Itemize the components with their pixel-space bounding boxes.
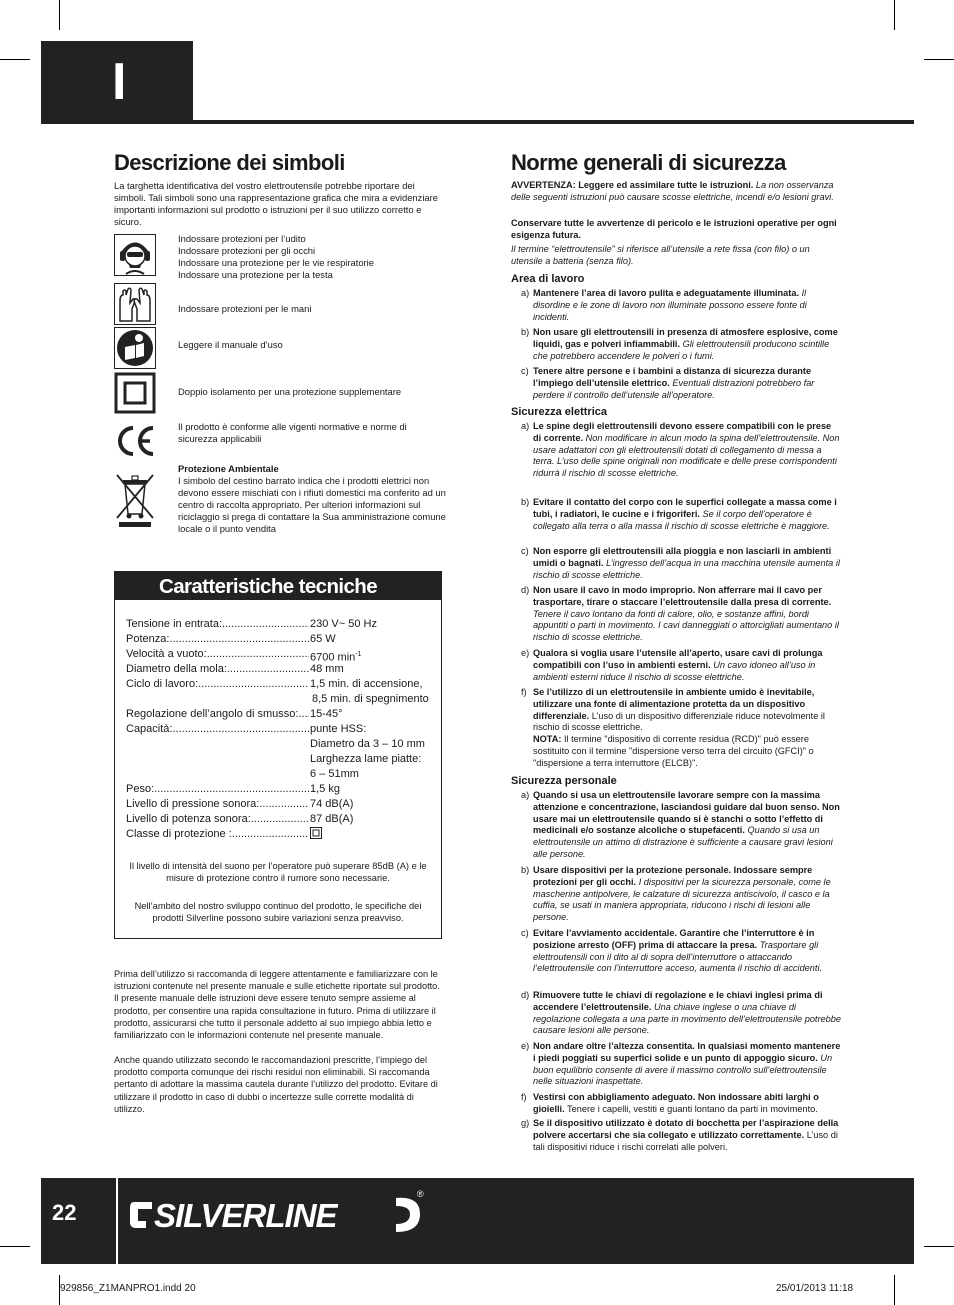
spec-value-continued: 6 – 51mm — [310, 768, 359, 780]
gloves-icon — [114, 283, 156, 325]
crop-mark — [0, 1246, 30, 1247]
safety-section-heading: Area di lavoro — [511, 273, 585, 285]
environment-title: Protezione Ambientale — [178, 463, 279, 474]
spec-value-text: punte HSS: — [310, 723, 367, 735]
safety-item — [521, 497, 841, 532]
spec-value-text: 65 W — [310, 633, 336, 645]
item-italic: Tenere il cavo lontano da fonti di calore, olio, e sostanze affini, bordi appuntiti o parti in movimento. I cavi danneggiati o attorcigliati aumentano il rischio di scosse elettriche. — [533, 608, 839, 643]
item-italic: Se il corpo dell’operatore è collegato alla terra o alla massa il rischio di scosse elettriche è maggiore. — [533, 508, 830, 531]
safety-term: Il termine “elettroutensile” si riferisce all’utensile a rete fissa (con filo) o un utensile a batteria (senza filo). — [511, 244, 810, 266]
footer-divider — [116, 1178, 118, 1264]
spec-label: Tensione in entrata: ..... — [126, 617, 309, 632]
item-marker: c) — [521, 546, 529, 556]
spec-row — [126, 722, 367, 742]
file-datetime: 25/01/2013 11:18 — [776, 1283, 854, 1294]
logo-wordmark: SILVERLINE — [154, 1197, 337, 1234]
item-bold: Qualora si voglia usare l’utensile all’aperto, usare cavi di prolunga compatibili con l’uso in ambienti esterni. — [533, 648, 823, 670]
spec-superscript: -1 — [355, 651, 362, 658]
ppe-line: Indossare una protezione per le vie respiratorie — [178, 257, 374, 268]
crop-mark — [894, 0, 895, 30]
spec-value-continued: Larghezza lame piatte: — [310, 753, 422, 765]
safety-item — [521, 1092, 841, 1116]
item-marker: d) — [521, 585, 530, 595]
tech-specs-title: Caratteristiche tecniche — [159, 575, 378, 598]
header-rule — [41, 120, 914, 124]
safety-item — [521, 1041, 841, 1088]
note-text: Il termine "dispositivo di corrente residua (RCD)" può essere sostituito con il termine "dispersione verso terra del circuito (GFCI)" o "dispersione a terra interruttore (ELCB)". — [533, 734, 814, 768]
item-marker: f) — [521, 1092, 527, 1102]
item-marker: e) — [521, 648, 530, 658]
item-bold: Vestirsi con abbigliamento adeguato. Non indossare abiti larghi o gioielli. — [533, 1092, 819, 1114]
safety-item — [521, 928, 841, 975]
item-italic: Eventuali distrazioni potrebbero far perdere il controllo dell’utensile all’operatore. — [533, 377, 815, 400]
warning-bold: AVVERTENZA: Leggere ed assimilare tutte le istruzioni. — [511, 180, 754, 190]
safety-item — [521, 366, 841, 401]
ppe-line: Indossare protezioni per l’udito — [178, 233, 306, 244]
ppe-line: Indossare una protezione per la testa — [178, 269, 333, 280]
item-bold: Tenere altre persone e i bambini a distanza di sicurezza durante l’impiego dell’utensile elettrico. — [533, 366, 812, 388]
spec-label: Capacità: ..... — [126, 722, 309, 737]
ppe-line: Indossare protezioni per gli occhi — [178, 245, 316, 256]
spec-value — [310, 782, 340, 797]
spec-label: Regolazione dell’angolo di smusso: ..... — [126, 707, 309, 722]
item-marker: d) — [521, 990, 530, 1000]
crop-mark — [924, 1246, 954, 1247]
tech-specs-header — [115, 572, 441, 600]
safety-item — [521, 327, 841, 362]
safety-item — [521, 421, 841, 480]
spec-row — [126, 677, 423, 697]
item-bold: Non andare oltre l’altezza consentita. In qualsiasi momento mantenere i piedi poggiati su superfici solide e un punto di appoggio sicuro. — [533, 1041, 841, 1063]
item-italic: Non modificare in alcun modo la spina dell’elettroutensile. Non usare adattatori con gli elettroutensili dotati di collegamento di messa a terra. L’uso delle spine originali non modificate e delle prese corrispondenti ridurrà il rischio di scosse elettriche. — [533, 432, 840, 479]
safety-item — [521, 865, 841, 924]
item-italic: Una chiave inglese o una chiave di regolazione collegata a una parte in movimento dell’elettroutensile potrebbe causare lesioni alle persone. — [533, 1001, 841, 1036]
spec-value-text: 1,5 min. di accensione, — [310, 678, 423, 690]
item-marker: e) — [521, 1041, 530, 1051]
spec-value-continued: 8,5 min. di spegnimento — [312, 693, 429, 705]
item-italic: Trasportare gli elettroutensili con il dito al di sopra dell’interruttore o attaccando l’elettroutensile con l’interruttore acceso, aumenta il rischio di accidenti. — [533, 939, 823, 974]
item-bold: Le spine degli elettroutensili devono essere compatibili con le prese di corrente. — [533, 421, 832, 443]
spec-label: Velocità a vuoto: ..... — [126, 647, 309, 662]
spec-label: Diametro della mola: ..... — [126, 662, 309, 677]
item-italic: Un cavo idoneo all’uso in ambienti esterni riduce il rischio di scosse elettriche. — [533, 659, 816, 682]
page-number: 22 — [52, 1200, 77, 1225]
spec-value — [310, 827, 322, 842]
spec-label: Livello di potenza sonora: ..... — [126, 812, 309, 827]
crop-mark — [59, 0, 60, 30]
ce-mark-icon — [114, 420, 156, 462]
symbols-title: Descrizione dei simboli — [114, 150, 345, 175]
item-text: L’uso di tali dispositivi riduce i rischi correlati alle polveri. — [533, 1129, 838, 1152]
safety-warning — [511, 180, 841, 204]
environment-text — [178, 463, 446, 535]
spec-label: Classe di protezione : ..... — [126, 827, 309, 842]
spec-value-text: 74 dB(A) — [310, 798, 354, 810]
spec-value — [310, 722, 366, 737]
ce-text: Il prodotto è conforme alle vigenti normative e norme di sicurezza applicabili — [178, 421, 407, 444]
spec-change-note: Nell’ambito del nostro sviluppo continuo del prodotto, le specifiche dei prodotti Silverline possono subire variazioni senza preavviso. — [134, 901, 422, 923]
item-bold: Quando si usa un elettroutensile lavorare sempre con la massima attenzione e concentrazione, lasciandosi guidare dal buon senso. Non usare mai un elettroutensile quando si è stanchi o sotto l’effetto di medicinali e/o sostanze alcoliche o stupefacenti. — [533, 790, 840, 836]
weee-bin-icon — [114, 470, 156, 528]
ppe-icon — [114, 234, 156, 276]
item-text: L’uso di un dispositivo differenziale riduce notevolmente il rischio di scosse elettriche. — [533, 710, 825, 733]
item-bold: Usare dispositivi per la protezione personale. Indossare sempre protezioni per gli occhi. — [533, 865, 813, 887]
crop-mark — [924, 59, 954, 60]
safety-item — [521, 990, 841, 1037]
file-info: 929856_Z1MANPRO1.indd 20 — [60, 1283, 196, 1294]
item-italic: Un buon equilibrio consente di avere il massimo controllo sull’elettroutensile nelle situazioni inaspettate. — [533, 1052, 833, 1087]
gloves-text: Indossare protezioni per le mani — [178, 303, 312, 314]
item-bold: Rimuovere tutte le chiavi di regolazione e le chiavi inglesi prima di accendere l’elettroutensile. — [533, 990, 823, 1012]
spec-value-text: 15-45° — [310, 708, 343, 720]
item-marker: b) — [521, 865, 530, 875]
spec-label: Ciclo di lavoro: ..... — [126, 677, 309, 692]
safety-item — [521, 546, 841, 581]
item-italic: Il disordine e le zone di lavoro non illuminate possono essere fonte di incidenti. — [533, 288, 807, 322]
spec-value-text: 87 dB(A) — [310, 813, 354, 825]
read-manual-icon — [114, 327, 156, 369]
item-bold: Non usare il cavo in modo improprio. Non afferrare mai il cavo per trasportare, tirare o staccare l’elettroutensile dalla presa di corrente. — [533, 585, 832, 607]
item-bold: Se il dispositivo utilizzato è dotato di bocchetta per l’aspirazione della polvere accertarsi che sia collegato e utilizzato correttamente. — [533, 1118, 839, 1140]
item-bold: Non esporre gli elettroutensili alla pioggia e non lasciarli in ambienti umidi o bagnati. — [533, 546, 832, 568]
spec-value — [310, 662, 344, 677]
noise-note: Il livello di intensità del suono per l’operatore può superare 85dB (A) e le misure di protezione contro il rumore sono necessarie. — [129, 861, 427, 883]
intro-paragraph: Prima dell’utilizzo si raccomanda di leggere attentamente e familiarizzare con le istruzioni contenute nel presente manuale e sulle etichette riportate sul prodotto. Il presente manuale delle istruzioni deve essere tenuto sempre assieme al prodotto, per consentire una rapida consultazione in futuro. Prima di utilizzare il prodotto, assicurarsi che tutto il personale addetto al suo impiego abbia letto e familiarizzato con le informazioni contenute nel presente manuale. — [114, 969, 440, 1041]
warning-italic: La non osservanza delle seguenti istruzioni può causare scosse elettriche, incendi e/o lesioni gravi. — [511, 180, 834, 202]
spec-value — [310, 677, 423, 692]
spec-value-text: 230 V~ 50 Hz — [310, 618, 377, 630]
double-insulation-icon — [114, 372, 156, 414]
spec-label: Peso: ..... — [126, 782, 309, 797]
crop-mark — [894, 1275, 895, 1305]
spec-value — [310, 707, 343, 722]
safety-item — [521, 1118, 841, 1153]
item-italic: Quando si usa un elettroutensile un attimo di distrazione è sufficiente a causare gravi lesioni alle persone. — [533, 825, 833, 859]
spec-value — [310, 632, 336, 647]
safety-item — [521, 648, 841, 683]
environment-body: I simbolo del cestino barrato indica che i prodotti elettrici non devono essere mischiati con i rifiuti domestici ma conferito ad un centro di raccolta appropriato. Per ulteriori informazioni sul riciclaggio si prega di contattare la Sua amministrazione comune locale o il punto vendita — [178, 475, 446, 534]
spec-value — [310, 797, 353, 812]
ppe-text — [178, 233, 446, 281]
safety-title: Norme generali di sicurezza — [511, 150, 786, 175]
item-marker: a) — [521, 421, 530, 431]
spec-row — [126, 827, 309, 847]
registered-mark: ® — [417, 1189, 424, 1199]
item-marker: a) — [521, 288, 530, 298]
item-marker: b) — [521, 327, 530, 337]
safety-section-heading: Sicurezza personale — [511, 775, 617, 787]
safety-keep: Conservare tutte le avvertenze di pericolo e le istruzioni operative per ogni esigenza futura. — [511, 218, 837, 240]
class-ii-icon — [310, 827, 322, 839]
item-bold: Evitare l’avviamento accidentale. Garantire che l’interruttore è in posizione arresto (OFF) prima di attaccare la presa. — [533, 928, 815, 950]
item-marker: g) — [521, 1118, 530, 1128]
item-marker: f) — [521, 687, 527, 697]
symbols-intro: La targhetta identificativa del vostro elettroutensile potrebbe riportare dei simboli. Tali simboli sono una rappresentazione grafica che mira a evidenziare importanti informazioni sul prodotto o istruzioni per il suo utilizzo corretto e sicuro. — [114, 180, 438, 227]
spec-value — [310, 812, 353, 827]
item-bold: Se l’utilizzo di un elettroutensile in ambiente umido è inevitabile, utilizzare una fonte di alimentazione protetta da un dispositivo differenziale. — [533, 687, 815, 721]
spec-value-continued: Diametro da 3 – 10 mm — [310, 738, 425, 750]
item-text: Tenere i capelli, vestiti e guanti lontano da parti in movimento. — [567, 1103, 818, 1114]
item-marker: c) — [521, 366, 529, 376]
item-bold: Mantenere l’area di lavoro pulita e adeguatamente illuminata. — [533, 288, 800, 298]
note-label: NOTA: — [533, 734, 562, 745]
safety-section-heading: Sicurezza elettrica — [511, 406, 607, 418]
intro-paragraph: Anche quando utilizzato secondo le raccomandazioni prescritte, l’impiego del prodotto comporta comunque dei rischi residui non eliminabili. Si raccomanda pertanto di adottare la massima cautela durante l’utilizzo del prodotto. Evitare di utilizzare il prodotto in caso di dubbi o incertezze sulle corrette modalità di utilizzo. — [114, 1055, 438, 1114]
spec-label: Livello di pressione sonora: ..... — [126, 797, 309, 812]
item-bold: Evitare il contatto del corpo con le superfici collegate a massa come i tubi, i radiatori, le cucine e i frigoriferi. — [533, 497, 837, 519]
spec-value — [310, 617, 377, 632]
safety-item — [521, 790, 841, 861]
item-italic: I dispositivi per la sicurezza personale, come le mascherine antipolvere, le calzature di sicurezza antiscivolo, il casco e la cuffia, se usati in maniera appropriata, riducono i rischi di lesioni alle persone. — [533, 876, 831, 923]
item-italic: Gli elettroutensili producono scintille che potrebbero accendere le polveri o i fumi. — [533, 338, 830, 361]
item-marker: a) — [521, 790, 530, 800]
item-bold: Non usare gli elettroutensili in presenza di atmosfere esplosive, come liquidi, gas e polveri infiammabili. — [533, 327, 838, 349]
item-marker: c) — [521, 928, 529, 938]
spec-label: Potenza: ..... — [126, 632, 309, 647]
spec-value-text: 1,5 kg — [310, 783, 340, 795]
spec-value-text: 6700 min — [310, 651, 356, 664]
safety-item — [521, 288, 841, 323]
language-letter: I — [112, 53, 127, 111]
double-insulation-text: Doppio isolamento per una protezione supplementare — [178, 386, 402, 397]
manual-text: Leggere il manuale d’uso — [178, 339, 283, 350]
silverline-logo — [128, 1188, 428, 1242]
tech-specs-box — [114, 571, 442, 939]
spec-value-text: 48 mm — [310, 663, 344, 675]
item-marker: b) — [521, 497, 530, 507]
safety-item — [521, 687, 841, 770]
item-italic: L’ingresso dell’acqua in una macchina utensile aumenta il rischio di scosse elettriche. — [533, 557, 840, 580]
crop-mark — [0, 59, 30, 60]
safety-item — [521, 585, 841, 644]
